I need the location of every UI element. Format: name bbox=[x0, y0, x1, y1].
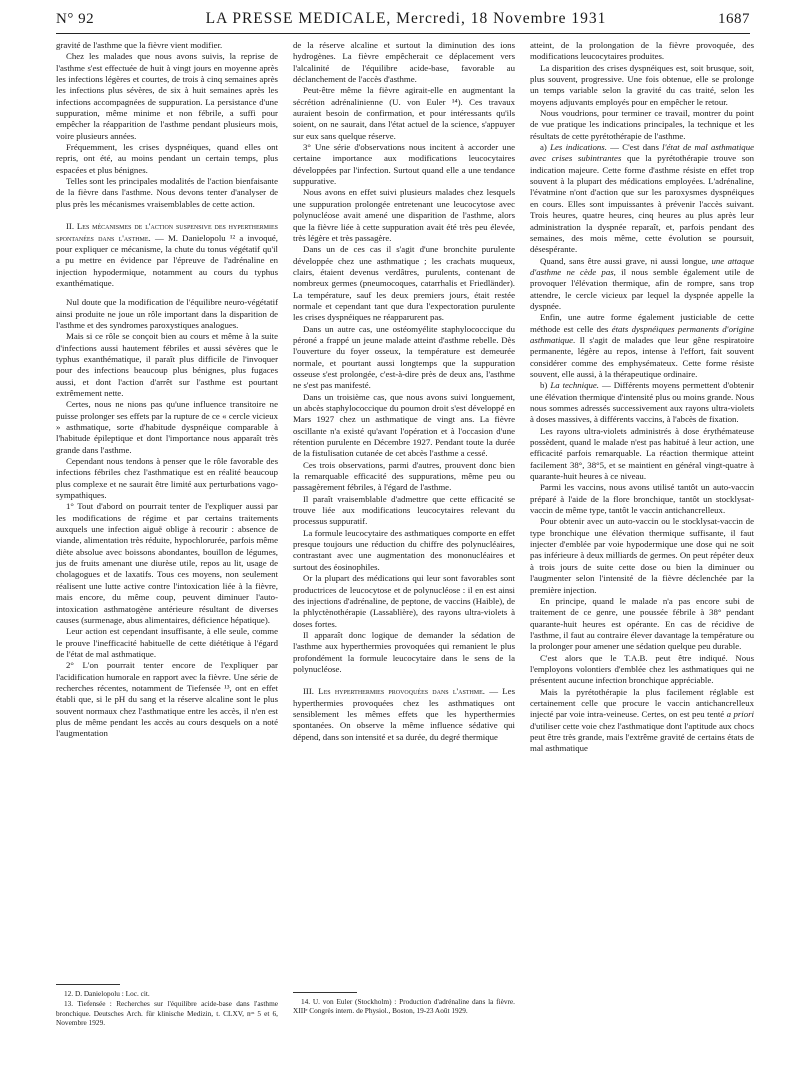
italic-run: états dyspnéiques permanents d'origine asthmatique bbox=[530, 323, 754, 345]
paragraph bbox=[530, 687, 754, 755]
text-run: Quand, sans être aussi grave, ni aussi longue, bbox=[540, 255, 712, 266]
paragraph: Nul doute que la modification de l'équilibre neuro-végétatif ainsi produite ne joue un rôle important dans la disparition de l'asthme et des syndromes paroxystiques analogues. bbox=[56, 297, 278, 330]
section-iii-paragraph bbox=[293, 686, 515, 743]
text-run: a) bbox=[540, 142, 551, 153]
paragraph: Il paraît vraisemblable d'admettre que cette efficacité se trouve liée aux modifications leucocytaires relevant du processus suppuratif. bbox=[293, 493, 515, 527]
technique-paragraph bbox=[530, 380, 754, 425]
paragraph: La formule leucocytaire des asthmatiques comporte en effet presque toujours une réduction du chiffre des polynucléaires, contrastant avec une augmentation des mononucléaires et surtout des éosinophiles. bbox=[293, 527, 515, 572]
paragraph: Ces trois observations, parmi d'autres, prouvent donc bien la remarquable efficacité des suppurations, même peu ou passagèrement fébriles, à l'égard de l'asthme. bbox=[293, 459, 515, 493]
paragraph: C'est alors que le T.A.B. peut être indiqué. Nous l'employons volontiers d'emblée chez les asthmatiques qui ne présentent aucune infection bronchique appréciable. bbox=[530, 652, 754, 686]
footnotes-col1 bbox=[56, 984, 278, 1029]
text-run: d'utiliser cette voie chez l'asthmatique dont l'aptitude aux chocs peut être très grande, mais l'extrême gravité de certains états de mal asthmatique bbox=[530, 720, 754, 754]
paragraph: 2° L'on pourrait tenter encore de l'expliquer par l'acidification humorale en rapport avec la fièvre. Une série de recherches récentes, notamment de Tiefensée ¹³, ont en effet établi que, si le pH du sang et la réserve alcaline sont le plus souvent normaux chez l'asthmatique entre les accès, il n'en est plus de même pendant les accès au cours desquels on a noté l'augmentation bbox=[56, 660, 278, 739]
column-1 bbox=[56, 40, 278, 740]
paragraph: Nous voudrions, pour terminer ce travail, montrer du point de vue pratique les indications principales, la technique et les résultats de cette pyrétothérapie de l'asthme. bbox=[530, 108, 754, 141]
paragraph: Or la plupart des médications qui leur sont favorables sont productrices de leucocytose et de polynucléose : il en est ainsi des injections d'adrénaline, de peptone, de vaccins (Haible), de la phlyctènothérapie (Lassablière), des rayons ultra-violets à doses fortes. bbox=[293, 573, 515, 629]
journal-title: LA PRESSE MEDICALE, Mercredi, 18 Novembre 1931 bbox=[205, 10, 607, 27]
section-iii-heading: III. Les hyperthermies provoquées dans l'asthme. bbox=[303, 686, 486, 697]
paragraph: Leur action est cependant insuffisante, à elle seule, comme le prouve l'inefficacité habituelle de cette diététique à l'égard de l'état de mal asthmatique. bbox=[56, 626, 278, 659]
paragraph bbox=[530, 256, 754, 313]
paragraph: atteint, de la prolongation de la fièvre provoquée, des modifications leucocytaires produites. bbox=[530, 40, 754, 62]
italic-run: l'état de mal asthmatique avec crises subintrantes bbox=[530, 142, 754, 164]
paragraph-text: — M. Danielopolu ¹² a invoqué, pour expliquer ce mécanisme, la chute du tonus végétatif qu'il a pu mettre en évidence par l'épreuve de l'adrénaline en injection hypodermique, notamment au cours du typhus exanthématique. bbox=[56, 232, 279, 288]
paragraph: Nous avons en effet suivi plusieurs malades chez lesquels une suppuration prolongée entretenant une leucocytose avec polynucléose avait amené une disparition de l'asthme, alors que la fièvre liée à cette suppuration avait été très peu élevée, très légère et très passagère. bbox=[293, 187, 515, 243]
article-body bbox=[56, 40, 754, 1070]
paragraph: Cependant nous tendons à penser que le rôle favorable des infections fébriles chez l'asthmatique est en réalité beaucoup plus complexe et ne saurait être limité aux perturbations vago-sympathiques. bbox=[56, 456, 278, 501]
paragraph: 3° Une série d'observations nous incitent à accorder une certaine importance aux modifications leucocytaires développées par l'infection. Surtout quand elle a une tendance suppurative. bbox=[293, 142, 515, 187]
header-rule bbox=[56, 33, 750, 34]
text-run: , il nous semble également utile de provoquer l'élévation thermique, afin de rompre, sans trop attendre, le cercle vicieux par lequel la dyspnée appelle la dyspnée. bbox=[530, 266, 754, 311]
italic-run: a priori bbox=[726, 709, 754, 720]
paragraph: Dans un troisième cas, que nous avons suivi longuement, un abcès staphylococcique du poumon droit s'est développé en Mars 1927 chez un asthmatique de vingt ans. La fièvre oscillante n'a existé qu'avant l'opération et à l'occasion d'une rétention purulente en Décembre 1927. Pendant toute la durée de la fistulisation cutanée de cet abcès l'asthme a cessé. bbox=[293, 391, 515, 459]
paragraph: de la réserve alcaline et surtout la diminution des ions hydrogènes. La fièvre empêcherait ce déplacement vers l'alcalinité de l'équilibre acide-base, favorable au déclanchement de l'accès d'asthme. bbox=[293, 40, 515, 85]
page-header bbox=[56, 6, 750, 32]
italic-run: une attaque d'asthme ne cède pas bbox=[530, 255, 755, 277]
paragraph: Dans un de ces cas il s'agit d'une bronchite purulente développée chez une asthmatique ; les crachats muqueux, clairs, étaient devenus verdâtres, purulents, contenant de nombreux germes (pneumocoques, catarrhalis et Friedländer). La température, sauf les deux premiers jours, était restée normale et cependant tant que dura l'expectoration purulente les crises dyspnéiques ne réapparurent pas. bbox=[293, 244, 515, 323]
paragraph: Certes, nous ne nions pas qu'une influence transitoire ne puisse prolonger ses effets par la rupture de ce « cercle vicieux » asthmatique, sorte d'habitude dyspnéique comparable à l'habitude épileptique et dont l'importance nous apparaît très grande dans l'asthme. bbox=[56, 399, 278, 455]
paragraph: Mais si ce rôle se conçoit bien au cours et même à la suite d'infections aussi hautement fébriles et aussi sévères que le typhus exanthématique, il paraît plus difficile de l'invoquer pour des infections beaucoup plus bénignes, plus fugaces aussi, et dont l'action d'arrêt sur l'asthme est pourtant extrêmement nette. bbox=[56, 331, 278, 398]
column-3 bbox=[530, 40, 754, 755]
text-run: que la pyrétothérapie trouve son indication majeure. Cette forme d'asthme résiste en effet trop souvent à la plupart des médications employées. L'adrénaline, l'évatmine n'ont d'action que sur les paroxysmes dyspnéiques en cours. Elles sont impuissantes à prévenir l'accès suivant. Trois heures, quatre heures, cinq heures au plus après leur administration la dyspnée reparaît, et, parfois pendant des semaines, des mois même, cette évolution se poursuit, désespérante. bbox=[530, 153, 754, 255]
paragraph: Les rayons ultra-violets administrés à dose érythémateuse possèdent, quand le malade n'est pas habitué à leur action, une efficacité parfois remarquable. La réaction thermique atteint facilement 38°, 38°5, et se maintient en général vingt-quatre à quarante-huit heures à ce niveau. bbox=[530, 425, 754, 482]
paragraph: 1° Tout d'abord on pourrait tenter de l'expliquer aussi par les modifications de régime et par certains traitements auxquels une infection aiguë oblige à recourir : absence de viande, alimentation très réduite, hypochlorurée, parfois même diète absolue avec boissons abondantes, bouillon de légumes, jus de fruits amenant une diurèse utile, repos au lit, usage de cholagogues et de laxatifs. Tous ces moyens, non seulement réalisent une lutte active contre l'intoxication liée à la fièvre, mais encore, du même coup, peuvent diminuer l'auto-intoxication asthmatogène antérieure résultant de diverses causes (surmenage, abus alimentaires, déficience hépatique). bbox=[56, 501, 278, 625]
paragraph: La disparition des crises dyspnéiques est, soit brusque, soit, plus souvent, progressive. Une fois obtenue, elle se prolonge un temps variable selon la gravité du cas traité, selon les moyens adjuvants employés pour en empêcher le retour. bbox=[530, 62, 754, 107]
paragraph: Telles sont les principales modalités de l'action bienfaisante de la fièvre dans l'asthme. Nous devons tenter d'analyser de plus près les mécanismes vraisemblables de cette action. bbox=[56, 176, 278, 209]
footnote-12: 12. D. Danielopolu : Loc. cit. bbox=[64, 989, 150, 998]
text-run: — C'est dans bbox=[606, 142, 663, 153]
subheading-technique: La technique. bbox=[550, 380, 599, 391]
subheading-indications: Les indications. bbox=[550, 142, 607, 153]
paragraph: Pour obtenir avec un auto-vaccin ou le stocklysat-vaccin de type bronchique une élévation thermique suffisante, il faut injecter d'emblée par voie hypodermique une dose qui ne soit pas inférieure à deux milliards de germes. On peut répéter deux à trois jours de suite cette dose ou bien la diminuer ou l'augmenter selon l'intensité de la fièvre déclenchée par la première injection. bbox=[530, 516, 754, 595]
page-number: 1687 bbox=[718, 10, 750, 27]
column-2 bbox=[293, 40, 515, 743]
section-ii-heading: II. Les mécanismes de l'action suspensive des hyperthermies spontanées dans l'asthme. bbox=[56, 221, 278, 243]
paragraph bbox=[530, 312, 754, 380]
paragraph-text: — Les hyperthermies provoquées chez les asthmatiques ont sensiblement les mêmes effets que les hyperthermies spontanées. On observe la même influence sédative qui dépend, dans son intensité et sa durée, du degré thermique bbox=[293, 686, 516, 742]
footnote-rule bbox=[56, 984, 120, 985]
paragraph: Parmi les vaccins, nous avons utilisé tantôt un auto-vaccin préparé à l'aide de la flore bronchique, tantôt un stocklysat-vaccin de même type, tantôt le vaccin antichancrelleux. bbox=[530, 482, 754, 516]
paragraph: Peut-être même la fièvre agirait-elle en augmentant la sécrétion adrénalinienne (U. von Euler ¹⁴). Ces travaux auraient besoin de confirmation, et pour intéressants qu'ils soient, on ne saurait, dans l'état actuel de la science, s'appuyer sur eux sans quelque réserve. bbox=[293, 85, 515, 141]
text-run: . Il s'agit de malades que leur gêne respiratoire permanente, légère au repos, intense à l'effort, fait souvent considérer comme des emphysémateux. Cette forme résiste souvent, elle aussi, à la thérapeutique ordinaire. bbox=[530, 334, 754, 379]
text-run: b) bbox=[540, 380, 551, 391]
indications-paragraph bbox=[530, 142, 754, 255]
text-run: Mais la pyrétothérapie la plus facilement réglable est certainement celle que procure le vaccin antichancrelleux injecté par voie intra-veineuse. Certes, on est peu tenté bbox=[530, 686, 754, 720]
footnote-rule bbox=[293, 992, 357, 993]
paragraph: Il apparaît donc logique de demander la sédation de l'asthme aux hyperthermies provoquées qui remanient le plus profondément la formule leucocytaire dans le sens de la polynucléose. bbox=[293, 629, 515, 674]
paragraph: Chez les malades que nous avons suivis, la reprise de l'asthme s'est effectuée de huit à vingt jours en moyenne après les infections légères et courtes, de trois à cinq semaines après les infections plus sévères, de six à huit semaines après les infections accompagnées de suppuration. La persistance d'une suppuration, même minime et non fébrile, a suffi pour empêcher la réapparition de l'asthme pendant plusieurs mois, voire plusieurs années. bbox=[56, 51, 278, 141]
issue-number: N° 92 bbox=[56, 10, 95, 27]
paragraph: Fréquemment, les crises dyspnéiques, quand elles ont repris, ont été, au moins pendant un certain temps, plus espacées et plus bénignes. bbox=[56, 142, 278, 175]
text-run: — Différents moyens permettent d'obtenir une élévation thermique d'intensité plus ou moins grande. Nous nous sommes adressés successivement aux rayons ultra-violets à doses massives, à différents vaccins, à l'abcès de fixation. bbox=[530, 380, 754, 425]
paragraph: gravité de l'asthme que la fièvre vient modifier. bbox=[56, 40, 223, 50]
text-run: Enfin, une autre forme également justiciable de cette méthode est celle des bbox=[530, 312, 754, 334]
paragraph: Dans un autre cas, une ostéomyélite staphylococcique du péroné a frappé un jeune malade atteint d'asthme rebelle. Dès l'ouverture du foyer osseux, la température est demeurée normale, et pourtant aussi longtemps que la suppuration osseuse s'est prolongée, c'est-à-dire près de deux ans, l'asthme ne s'est pas manifesté. bbox=[293, 323, 515, 391]
footnote-14: 14. U. von Euler (Stockholm) : Production d'adrénaline dans la fièvre. XIIIᵉ Congrès intern. de Physiol., Boston, 19-23 Août 1929. bbox=[293, 997, 515, 1016]
footnote-13: 13. Tiefensée : Recherches sur l'équilibre acide-base dans l'asthme bronchique. Deutsches Arch. für klinische Medizin, t. CLXV, nᵒˢ 5 et 6, Novembre 1929. bbox=[56, 999, 278, 1028]
footnotes-col2 bbox=[293, 992, 515, 1017]
paragraph: En principe, quand le malade n'a pas encore subi de traitement de ce genre, une poussée fébrile à 38° pendant quarante-huit heures est opérante. En cas de récidive de l'asthme, il faut au contraire élever davantage la température ou la prolonger pour amener une sédation quelque peu durable. bbox=[530, 595, 754, 652]
section-ii-paragraph bbox=[56, 221, 278, 289]
